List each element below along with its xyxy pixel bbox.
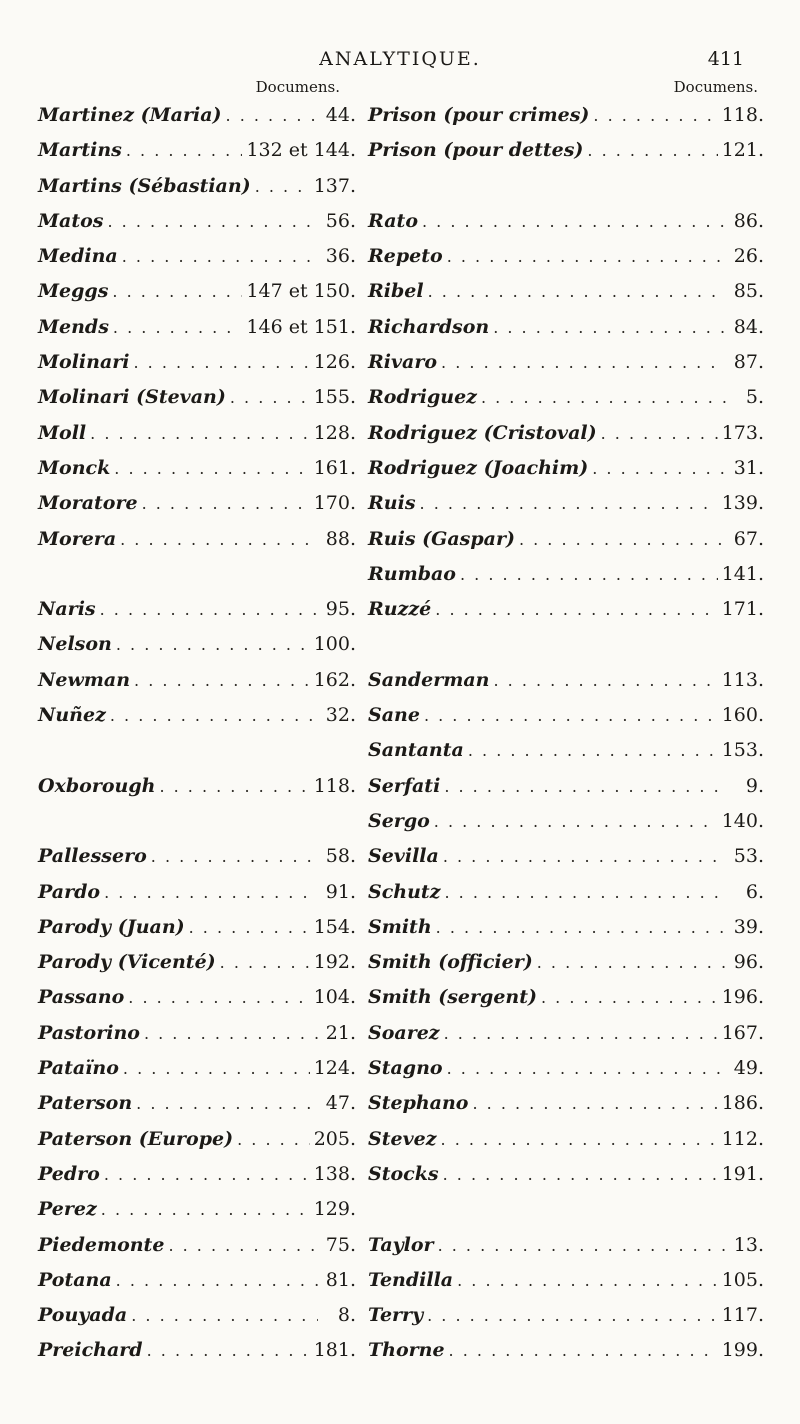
index-entry	[38, 1304, 356, 1339]
leader-dots	[189, 918, 310, 937]
leader-dots	[108, 212, 319, 231]
entry-name: Nelson	[38, 633, 112, 656]
entry-reference: 139.	[721, 492, 764, 515]
entry-reference: 191.	[721, 1162, 764, 1185]
entry-reference: 86.	[733, 209, 764, 232]
entry-reference: 58.	[325, 845, 356, 868]
index-entry	[38, 1128, 356, 1163]
entry-reference: 85.	[733, 280, 764, 303]
leader-dots	[460, 565, 718, 584]
entry-reference: 173.	[721, 421, 764, 444]
entry-reference: 13.	[733, 1233, 764, 1256]
entry-name: Tendilla	[368, 1268, 454, 1291]
entry-name: Serfati	[368, 774, 441, 797]
entry-reference: 117.	[721, 1304, 764, 1327]
entry-name: Ruzzé	[368, 598, 432, 621]
index-entry	[38, 1198, 356, 1233]
index-entry	[368, 1234, 764, 1269]
index-entry	[38, 457, 356, 492]
entry-name: Monck	[38, 456, 111, 479]
entry-name: Pouyada	[38, 1304, 128, 1327]
entry-name: Paterson (Europe)	[38, 1127, 234, 1150]
index-entry	[368, 1304, 764, 1339]
leader-dots	[493, 671, 717, 690]
entry-reference: 161.	[313, 456, 356, 479]
index-entry	[38, 775, 356, 810]
entry-reference: 155.	[313, 386, 356, 409]
leader-dots	[481, 388, 726, 407]
index-entry	[368, 1128, 764, 1163]
index-entry	[368, 1269, 764, 1304]
entry-name: Sanderman	[368, 668, 490, 691]
entry-name: Martins (Sébastian)	[38, 174, 251, 197]
leader-dots	[472, 1094, 717, 1113]
entry-reference: 49.	[733, 1057, 764, 1080]
entry-name: Medina	[38, 245, 118, 268]
index-entry	[38, 1339, 356, 1374]
entry-reference: 104.	[313, 986, 356, 1009]
entry-name: Newman	[38, 668, 131, 691]
leader-dots	[468, 741, 718, 760]
entry-name: Stevez	[368, 1127, 437, 1150]
leader-dots	[142, 494, 310, 513]
entry-name: Pastorino	[38, 1021, 140, 1044]
index-entry	[368, 845, 764, 880]
index-entry	[368, 739, 764, 774]
entry-reference: 118.	[721, 104, 764, 126]
entry-reference: 47.	[325, 1092, 356, 1115]
index-entry	[38, 951, 356, 986]
index-entry	[38, 351, 356, 386]
index-entry	[368, 316, 764, 351]
index-entry	[38, 316, 356, 351]
entry-name: Terry	[368, 1304, 424, 1327]
entry-reference: 9.	[745, 774, 764, 797]
index-entry	[38, 1092, 356, 1127]
index-entry	[38, 386, 356, 421]
entry-reference: 91.	[325, 880, 356, 903]
leader-dots	[593, 106, 717, 125]
entry-reference: 138.	[313, 1162, 356, 1185]
entry-reference: 132 et 144.	[246, 139, 356, 162]
leader-dots	[104, 1165, 310, 1184]
leader-dots	[237, 1130, 310, 1149]
entry-reference: 121.	[721, 139, 764, 162]
entry-name: Ruis (Gaspar)	[368, 527, 515, 550]
leader-dots	[100, 600, 318, 619]
entry-reference: 196.	[721, 986, 764, 1009]
index-entry	[368, 633, 764, 668]
leader-dots	[447, 1059, 726, 1078]
index-entry	[38, 1057, 356, 1092]
entry-reference: 118.	[313, 774, 356, 797]
entry-reference: 100.	[313, 633, 356, 656]
leader-dots	[435, 600, 717, 619]
entry-reference: 181.	[313, 1339, 356, 1362]
index-entry	[38, 139, 356, 174]
entry-reference: 162.	[313, 668, 356, 691]
leader-dots	[438, 1236, 726, 1255]
leader-dots	[136, 1094, 318, 1113]
index-entry	[368, 210, 764, 245]
leader-dots	[116, 635, 310, 654]
leader-dots	[587, 141, 717, 160]
entry-name: Sergo	[368, 809, 430, 832]
entry-name: Ruis	[368, 492, 416, 515]
index-entry	[38, 245, 356, 280]
entry-reference: 96.	[733, 951, 764, 974]
leader-dots	[441, 1130, 718, 1149]
index-entry	[38, 104, 356, 139]
entry-name: Soarez	[368, 1021, 440, 1044]
entry-reference: 126.	[313, 351, 356, 374]
page-header	[0, 48, 800, 78]
entry-reference: 141.	[721, 562, 764, 585]
entry-reference: 88.	[325, 527, 356, 550]
entry-name: Rumbao	[368, 562, 456, 585]
index-entry	[368, 386, 764, 421]
entry-name: Stocks	[368, 1162, 439, 1185]
entry-reference: 167.	[721, 1021, 764, 1044]
entry-name: Molinari	[38, 351, 130, 374]
entry-reference: 186.	[721, 1092, 764, 1115]
entry-name: Ribel	[368, 280, 424, 303]
index-entry	[38, 492, 356, 527]
entry-name: Parody (Vicenté)	[38, 951, 216, 974]
index-entry	[368, 1339, 764, 1374]
leader-dots	[444, 883, 726, 902]
leader-dots	[422, 212, 726, 231]
index-entry	[38, 563, 356, 598]
entry-name: Richardson	[368, 315, 490, 338]
entry-reference: 75.	[325, 1233, 356, 1256]
index-entry	[38, 280, 356, 315]
index-entry	[368, 351, 764, 386]
leader-dots	[116, 1271, 318, 1290]
index-entry	[38, 210, 356, 245]
entry-name: Preichard	[38, 1339, 143, 1362]
entry-reference: 171.	[721, 598, 764, 621]
left-column	[38, 78, 356, 1398]
leader-dots	[147, 1341, 310, 1360]
entry-reference: 199.	[721, 1339, 764, 1362]
leader-dots	[592, 459, 726, 478]
leader-dots	[443, 847, 726, 866]
entry-reference: 137.	[313, 174, 356, 197]
index-entry	[368, 175, 764, 210]
leader-dots	[447, 247, 726, 266]
entry-reference: 6.	[745, 880, 764, 903]
entry-name: Potana	[38, 1268, 112, 1291]
index-entry	[368, 881, 764, 916]
index-entry	[368, 916, 764, 951]
entry-reference: 36.	[325, 245, 356, 268]
leader-dots	[427, 1306, 718, 1325]
leader-dots	[131, 1306, 318, 1325]
entry-name: Rato	[368, 209, 418, 232]
entry-name: Piedemonte	[38, 1233, 165, 1256]
index-entry	[368, 563, 764, 598]
index-entry	[38, 175, 356, 210]
entry-name: Parody (Juan)	[38, 915, 185, 938]
running-head: ANALYTIQUE.	[319, 48, 481, 70]
entry-name: Rodriguez	[368, 386, 477, 409]
entry-reference: 31.	[733, 456, 764, 479]
leader-dots	[449, 1341, 718, 1360]
entry-name: Meggs	[38, 280, 109, 303]
column-heading: Documens.	[673, 78, 758, 96]
index-entry	[38, 986, 356, 1021]
entry-name: Smith	[368, 915, 432, 938]
entry-reference: 124.	[313, 1057, 356, 1080]
entry-name: Rodriguez (Joachim)	[368, 456, 589, 479]
entry-reference: 21.	[325, 1021, 356, 1044]
entry-name: Santanta	[368, 739, 464, 762]
entry-reference: 26.	[733, 245, 764, 268]
leader-dots	[255, 177, 310, 196]
entry-reference: 39.	[733, 915, 764, 938]
entry-name: Thorne	[368, 1339, 445, 1362]
entry-name: Prison (pour dettes)	[368, 139, 584, 162]
entry-reference: 140.	[721, 809, 764, 832]
leader-dots	[151, 847, 318, 866]
leader-dots	[230, 388, 310, 407]
entry-name: Sevilla	[368, 845, 439, 868]
leader-dots	[134, 353, 310, 372]
index-entry	[38, 845, 356, 880]
index-entry	[38, 422, 356, 457]
entry-reference: 67.	[733, 527, 764, 550]
entry-list	[38, 104, 356, 1375]
entry-name: Stagno	[368, 1057, 443, 1080]
entry-reference: 128.	[313, 421, 356, 444]
entry-name: Passano	[38, 986, 125, 1009]
leader-dots	[420, 494, 718, 513]
leader-dots	[120, 530, 318, 549]
index-entry	[38, 1269, 356, 1304]
index-entry	[368, 1163, 764, 1198]
index-entry	[368, 951, 764, 986]
entry-name: Naris	[38, 598, 96, 621]
leader-dots	[434, 812, 718, 831]
index-entry	[368, 528, 764, 563]
entry-name: Pataïno	[38, 1057, 119, 1080]
index-entry	[38, 881, 356, 916]
leader-dots	[541, 988, 718, 1007]
index-entry	[368, 104, 764, 139]
leader-dots	[493, 318, 726, 337]
entry-reference: 44.	[325, 104, 356, 126]
index-entry	[38, 669, 356, 704]
leader-dots	[126, 141, 243, 160]
entry-name: Sane	[368, 704, 420, 727]
entry-reference: 84.	[733, 315, 764, 338]
entry-name: Morera	[38, 527, 117, 550]
index-entry	[38, 528, 356, 563]
entry-name: Pedro	[38, 1162, 100, 1185]
entry-reference: 205.	[313, 1127, 356, 1150]
leader-dots	[444, 1024, 718, 1043]
entry-name: Perez	[38, 1198, 97, 1221]
entry-name: Taylor	[368, 1233, 434, 1256]
index-entry	[368, 775, 764, 810]
index-entry	[38, 704, 356, 739]
entry-reference: 154.	[313, 915, 356, 938]
index-entry	[368, 669, 764, 704]
index-entry	[368, 986, 764, 1021]
entry-reference: 160.	[721, 704, 764, 727]
index-entry	[38, 598, 356, 633]
leader-dots	[168, 1236, 318, 1255]
entry-reference: 8.	[337, 1304, 356, 1327]
leader-dots	[537, 953, 726, 972]
leader-dots	[114, 459, 309, 478]
leader-dots	[90, 424, 310, 443]
index-entry	[368, 139, 764, 174]
leader-dots	[113, 318, 243, 337]
leader-dots	[122, 247, 318, 266]
column-heading: Documens.	[255, 78, 340, 96]
entry-name: Martinez (Maria)	[38, 104, 222, 126]
entry-reference: 129.	[313, 1198, 356, 1221]
entry-name: Stephano	[368, 1092, 469, 1115]
leader-dots	[436, 918, 726, 937]
leader-dots	[123, 1059, 310, 1078]
entry-list	[368, 104, 764, 1375]
entry-reference: 105.	[721, 1268, 764, 1291]
leader-dots	[457, 1271, 718, 1290]
leader-dots	[441, 353, 726, 372]
index-columns	[0, 78, 800, 1418]
entry-reference: 113.	[721, 668, 764, 691]
entry-reference: 146 et 151.	[246, 315, 356, 338]
page-number: 411	[707, 48, 744, 70]
entry-name: Moll	[38, 421, 87, 444]
entry-name: Prison (pour crimes)	[368, 104, 590, 126]
index-entry	[368, 457, 764, 492]
index-entry	[368, 1198, 764, 1233]
index-entry	[38, 1163, 356, 1198]
entry-name: Paterson	[38, 1092, 133, 1115]
index-entry	[368, 245, 764, 280]
entry-name: Nuñez	[38, 704, 106, 727]
entry-name: Repeto	[368, 245, 443, 268]
entry-name: Pardo	[38, 880, 101, 903]
entry-reference: 87.	[733, 351, 764, 374]
right-column	[368, 78, 764, 1398]
index-entry	[38, 1234, 356, 1269]
entry-name: Matos	[38, 209, 104, 232]
entry-reference: 192.	[313, 951, 356, 974]
entry-name: Mends	[38, 315, 109, 338]
index-entry	[368, 422, 764, 457]
entry-reference: 153.	[721, 739, 764, 762]
index-entry	[38, 1022, 356, 1057]
entry-name: Martins	[38, 139, 122, 162]
entry-name: Oxborough	[38, 774, 156, 797]
entry-reference: 170.	[313, 492, 356, 515]
entry-reference: 32.	[325, 704, 356, 727]
leader-dots	[128, 988, 309, 1007]
index-entry	[368, 1057, 764, 1092]
entry-name: Smith (sergent)	[368, 986, 537, 1009]
entry-name: Rivaro	[368, 351, 438, 374]
leader-dots	[101, 1200, 310, 1219]
entry-reference: 56.	[325, 209, 356, 232]
entry-name: Molinari (Stevan)	[38, 386, 226, 409]
leader-dots	[601, 424, 718, 443]
entry-reference: 95.	[325, 598, 356, 621]
index-entry	[38, 810, 356, 845]
entry-reference: 112.	[721, 1127, 764, 1150]
leader-dots	[424, 706, 718, 725]
entry-name: Smith (officier)	[368, 951, 533, 974]
leader-dots	[144, 1024, 318, 1043]
index-entry	[368, 810, 764, 845]
index-entry	[38, 739, 356, 774]
index-entry	[368, 492, 764, 527]
index-entry	[368, 598, 764, 633]
entry-reference: 81.	[325, 1268, 356, 1291]
index-entry	[368, 1092, 764, 1127]
entry-reference: 53.	[733, 845, 764, 868]
index-entry	[38, 633, 356, 668]
leader-dots	[519, 530, 726, 549]
entry-reference: 147 et 150.	[246, 280, 356, 303]
index-entry	[368, 704, 764, 739]
index-entry	[38, 916, 356, 951]
leader-dots	[104, 883, 318, 902]
leader-dots	[134, 671, 310, 690]
entry-name: Moratore	[38, 492, 138, 515]
leader-dots	[226, 106, 318, 125]
entry-name: Rodriguez (Cristoval)	[368, 421, 597, 444]
leader-dots	[159, 777, 309, 796]
leader-dots	[220, 953, 310, 972]
index-entry	[368, 280, 764, 315]
leader-dots	[110, 706, 318, 725]
entry-reference: 5.	[745, 386, 764, 409]
entry-name: Schutz	[368, 880, 441, 903]
leader-dots	[428, 282, 726, 301]
leader-dots	[112, 282, 242, 301]
index-entry	[368, 1022, 764, 1057]
entry-name: Pallessero	[38, 845, 147, 868]
leader-dots	[443, 1165, 718, 1184]
leader-dots	[444, 777, 726, 796]
